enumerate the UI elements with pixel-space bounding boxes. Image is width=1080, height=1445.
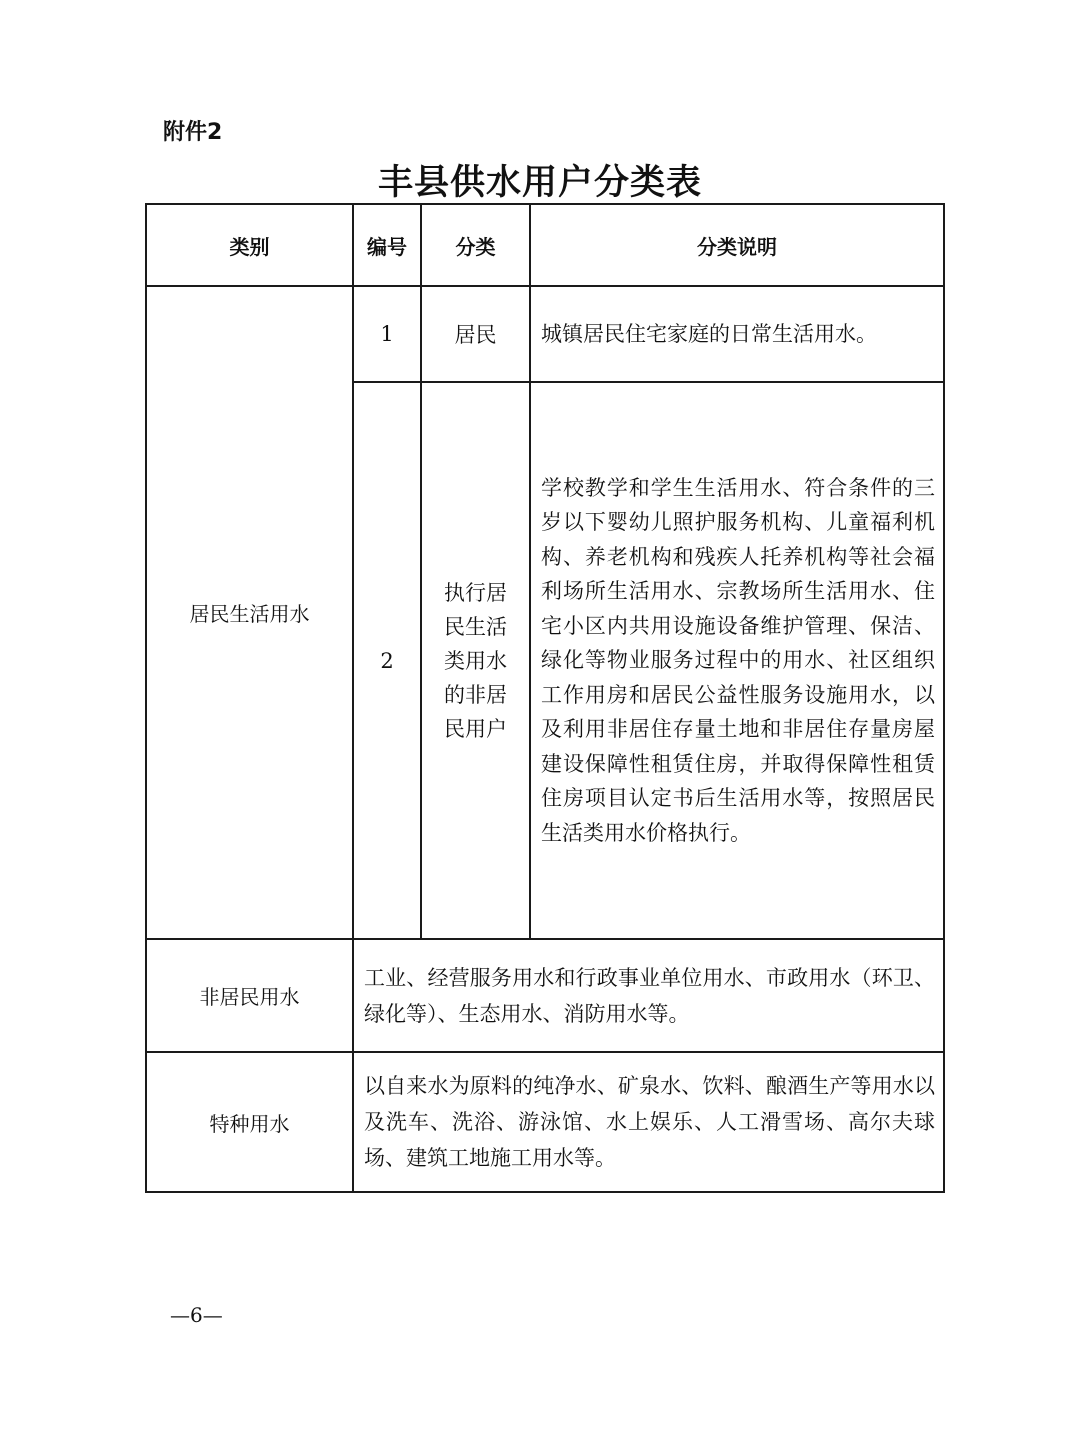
description-cell: 学校教学和学生生活用水、符合条件的三岁以下婴幼儿照护服务机构、儿童福利机构、养老机构和残疾人托养机构等社会福利场所生活用水、宗教场所生活用水、住宅小区内共用设施设备维护管理、保洁、绿化等物业服务过程中的用水、社区组织工作用房和居民公益性服务设施用水，以及利用非居住存量土地和非居住存量房屋建设保障性租赁住房，并取得保障性租赁住房项目认定书后生活用水等，按照居民生活类用水价格执行。 bbox=[530, 382, 944, 939]
row-number: 1 bbox=[353, 286, 421, 382]
user-classification-table bbox=[145, 203, 945, 1193]
header-number: 编号 bbox=[353, 204, 421, 286]
row-number: 2 bbox=[353, 382, 421, 939]
description-cell: 工业、经营服务用水和行政事业单位用水、市政用水（环卫、绿化等）、生态用水、消防用水等。 bbox=[353, 939, 944, 1052]
table-header-row bbox=[146, 204, 944, 286]
table-row bbox=[146, 286, 944, 382]
category-residential: 居民生活用水 bbox=[146, 286, 353, 939]
classification-cell: 执行居民生活类用水的非居民用户 bbox=[421, 382, 530, 939]
table-row bbox=[146, 1052, 944, 1192]
description-cell: 城镇居民住宅家庭的日常生活用水。 bbox=[530, 286, 944, 382]
header-classification: 分类 bbox=[421, 204, 530, 286]
attachment-label: 附件2 bbox=[163, 120, 223, 145]
classification-cell: 居民 bbox=[421, 286, 530, 382]
description-cell: 以自来水为原料的纯净水、矿泉水、饮料、酿酒生产等用水以及洗车、洗浴、游泳馆、水上娱乐、人工滑雪场、高尔夫球场、建筑工地施工用水等。 bbox=[353, 1052, 944, 1192]
table-row bbox=[146, 939, 944, 1052]
category-non-residential: 非居民用水 bbox=[146, 939, 353, 1052]
header-category: 类别 bbox=[146, 204, 353, 286]
header-description: 分类说明 bbox=[530, 204, 944, 286]
category-special: 特种用水 bbox=[146, 1052, 353, 1192]
document-title: 丰县供水用户分类表 bbox=[377, 163, 702, 203]
page-number: —6— bbox=[170, 1303, 223, 1327]
